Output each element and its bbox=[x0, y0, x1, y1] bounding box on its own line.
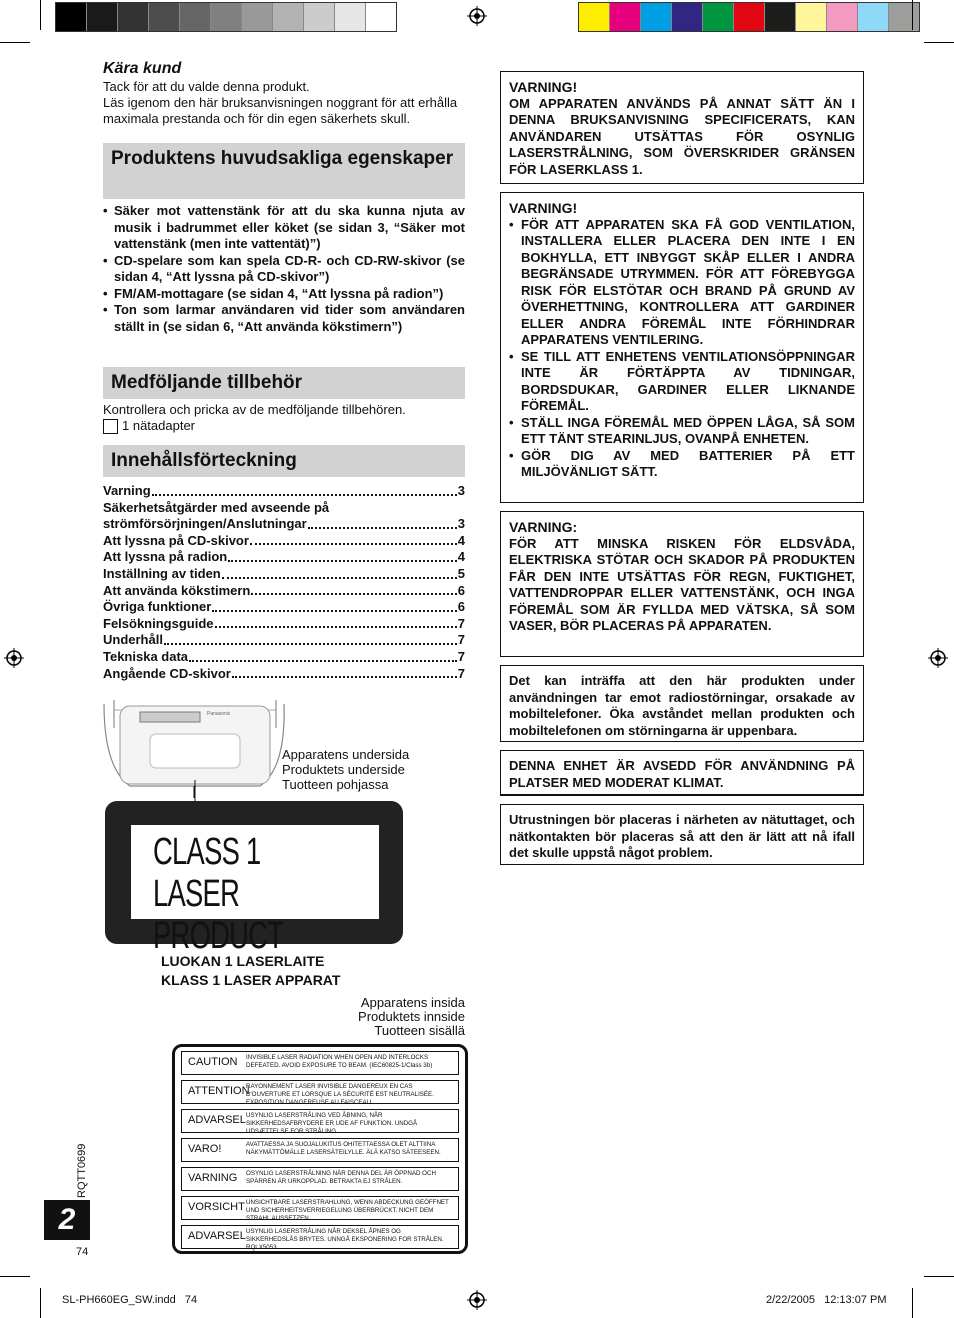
footer-file: SL-PH660EG_SW.indd 74 bbox=[62, 1294, 198, 1306]
greeting-title: Kära kund bbox=[103, 60, 182, 77]
color-swatch bbox=[579, 3, 610, 31]
toc-page: 5 bbox=[457, 565, 465, 581]
caution-text: UNSICHTBARE LASERSTRAHLUNG, WENN ABDECKUNG GEÖFFNET UND SICHERHEITSVERRIEGELUNG ÜBERBRÜCKT. NICHT DEM STRAHL AUSSETZEN. bbox=[246, 1199, 449, 1222]
list-item: • FÖR ATT APPARATEN SKA FÅ GOD VENTILATION, INSTALLERA ELLER PLACERA DEN INTE I EN BOKHYLLA, ETT INBYGGT SKÅP ELLER I ANDRA BEGRÄNSADE UTRYMMEN. FÖR ATT FÖREBYGGA RISK FÖR ELSTÖTAR OCH BRAND PÅ GRUND AV ÖVERHETTNING, KONTROLLERA ATT GARDINER ELLER ANDRA FÖREMÅL INTE FÖRHINDRAR APPARATENS VENTILERING. bbox=[509, 217, 855, 349]
gray-swatch bbox=[211, 3, 242, 31]
toc-page: 4 bbox=[457, 532, 465, 548]
footer-date: 2/22/2005 12:13:07 PM bbox=[766, 1294, 887, 1306]
section-header-accessories: Medföljande tillbehör bbox=[103, 367, 465, 399]
caution-label: VORSICHT bbox=[188, 1201, 245, 1213]
toc-leader bbox=[212, 610, 456, 612]
caution-label: ATTENTION bbox=[188, 1085, 250, 1097]
gray-swatch bbox=[149, 3, 180, 31]
caution-label: CAUTION bbox=[188, 1056, 238, 1068]
toc-leader bbox=[308, 527, 457, 529]
list-item: • Ton som larmar användaren vid tider som användaren ställt in (se sidan 6, “Att använda kökstimern”) bbox=[103, 302, 465, 335]
toc-row[interactable] bbox=[103, 599, 465, 616]
checkbox[interactable] bbox=[103, 419, 118, 434]
inside-label-line: Apparatens insida bbox=[360, 995, 465, 1010]
registration-mark-icon bbox=[467, 1290, 487, 1310]
toc-title: Varning bbox=[103, 483, 151, 498]
gray-swatch bbox=[335, 3, 366, 31]
caution-text: USYNLIG LASERSTRÅLING VED ÅBNING, NÅR SIKKERHEDSAFBRYDERE ER UDE AF FUNKTION. UNDGÅ UDSÆTTELSE FOR STRÅLING. bbox=[246, 1112, 418, 1135]
crop-mark bbox=[924, 1276, 954, 1277]
caution-label: VARNING bbox=[188, 1172, 238, 1184]
caution-label: VARO! bbox=[188, 1143, 222, 1155]
toc-row[interactable] bbox=[103, 632, 465, 649]
toc-row[interactable] bbox=[103, 533, 465, 550]
gray-swatch bbox=[118, 3, 149, 31]
list-item: • CD-spelare som kan spela CD-R- och CD-RW-skivor (se sidan 4, “Att lyssna på CD-skivor”) bbox=[103, 253, 465, 286]
underside-label-line: Produktets underside bbox=[282, 762, 405, 777]
process-color-bar bbox=[578, 2, 920, 32]
toc-row[interactable] bbox=[103, 500, 465, 517]
toc-leader bbox=[251, 593, 456, 595]
caution-label: ADVARSEL bbox=[188, 1230, 246, 1242]
toc-title: Underhåll bbox=[103, 632, 163, 648]
caution-row bbox=[181, 1080, 459, 1104]
caution-text: USYNLIG LASERSTRÅLING NÅR DEKSEL ÅPNES OG SIKKERHEDSLÅS BRYTES. UNNGÅ EKSPONERING FOR STRÅLEN. RQLX5053 bbox=[246, 1228, 444, 1251]
doc-code: RQTT0699 bbox=[76, 1143, 88, 1198]
caution-row bbox=[181, 1051, 459, 1075]
intro-line: Läs igenom den här bruksanvisningen noggrant för att erhålla maximala prestanda och för din egen säkerhets skull. bbox=[103, 95, 458, 126]
registration-mark-icon bbox=[4, 648, 24, 668]
leader-line bbox=[194, 780, 196, 802]
caution-row bbox=[181, 1109, 459, 1133]
toc-title: Säkerhetsåtgärder med avseende på bbox=[103, 499, 330, 515]
caution-text: INVISIBLE LASER RADIATION WHEN OPEN AND INTERLOCKS DEFEATED. AVOID EXPOSURE TO BEAM. (IEC60825-1/Class 3b) bbox=[246, 1054, 433, 1069]
page-number-badge bbox=[44, 1200, 90, 1240]
gray-swatch bbox=[366, 3, 396, 31]
underside-label-line: Apparatens undersida bbox=[282, 747, 410, 762]
toc-leader bbox=[250, 543, 457, 545]
note-box-radio bbox=[500, 665, 864, 742]
label-line: LASER PRODUCT bbox=[153, 873, 284, 957]
list-item: • STÄLL INGA FÖREMÅL MED ÖPPEN LÅGA, SÅ SOM ETT TÄNT STEARINLJUS, OVANPÅ ENHETEN. bbox=[509, 415, 855, 448]
warning-body: FÖR ATT MINSKA RISKEN FÖR ELDSVÅDA, ELEKTRISKA STÖTAR OCH SKADOR PÅ PRODUKTEN FÅR DEN INTE UTSÄTTAS FÖR REGN, FUKTIGHET, VATTENDROPPAR ELLER VATTENSTÄNK, OCH INGA FÖREMÅL SOM ÄR FYLLDA MED VÄTSKA, SÅ SOM VASER, BÖR PLACERAS PÅ APPARATEN. bbox=[509, 535, 855, 633]
toc-title: Att lyssna på radion bbox=[103, 549, 228, 565]
section-header-contents: Innehållsförteckning bbox=[103, 445, 465, 477]
toc-page: 6 bbox=[457, 599, 465, 615]
small-page-number: 74 bbox=[76, 1246, 89, 1258]
table-of-contents bbox=[103, 483, 465, 682]
caution-plate bbox=[172, 1044, 468, 1254]
caution-row bbox=[181, 1167, 459, 1191]
toc-title: Tekniska data bbox=[103, 648, 189, 664]
toc-leader bbox=[215, 626, 457, 628]
crop-mark bbox=[912, 1288, 913, 1318]
toc-leader bbox=[189, 660, 457, 662]
toc-row[interactable] bbox=[103, 666, 465, 683]
toc-row[interactable] bbox=[103, 516, 465, 533]
registration-mark-icon bbox=[467, 6, 487, 26]
toc-page: 7 bbox=[457, 665, 465, 681]
toc-title: Att lyssna på CD-skivor bbox=[103, 532, 249, 548]
underside-label-line: Tuotteen pohjassa bbox=[282, 777, 389, 792]
page-number: 2 bbox=[58, 1203, 76, 1236]
warning-title: VARNING! bbox=[509, 200, 578, 216]
note-box-climate bbox=[500, 750, 864, 796]
label-inner bbox=[131, 825, 379, 957]
warning-body: OM APPARATEN ANVÄNDS PÅ ANNAT SÄTT ÄN I DENNA BRUKSANVISNING SPECIFICERATS, KAN ANVÄNDAREN UTSÄTTAS FÖR OSYNLIG LASERSTRÅLNING, SOM ÖVERSKRIDER GRÄNSEN FÖR LASERKLASS 1. bbox=[509, 95, 855, 177]
toc-page: 7 bbox=[457, 632, 465, 648]
caution-text: RAYONNEMENT LASER INVISIBLE DANGEREUX EN CAS D'OUVERTURE ET LORSQUE LA SÉCURITÉ EST NEUTRALISÉE. EXPOSITION DANGEREUSE AU FAISCEAU. bbox=[246, 1083, 434, 1106]
features-list bbox=[103, 203, 465, 335]
caution-row bbox=[181, 1225, 459, 1249]
gray-swatch bbox=[87, 3, 118, 31]
crop-mark bbox=[40, 0, 41, 30]
intro-line: Tack för att du valde denna produkt. bbox=[103, 79, 310, 94]
toc-page: 4 bbox=[457, 549, 465, 565]
crop-mark bbox=[924, 42, 954, 43]
gray-swatch bbox=[304, 3, 335, 31]
toc-page: 7 bbox=[457, 615, 465, 631]
underside-label bbox=[282, 747, 409, 792]
toc-title: Att använda kökstimern bbox=[103, 582, 251, 598]
warning-list bbox=[509, 217, 855, 481]
toc-title: Angående CD-skivor bbox=[103, 665, 231, 681]
toc-leader bbox=[164, 643, 457, 645]
toc-title: Inställning av tiden bbox=[103, 565, 221, 581]
warning-title: VARNING: bbox=[509, 519, 578, 535]
crop-mark bbox=[40, 1288, 41, 1318]
toc-page: 7 bbox=[457, 648, 465, 664]
color-swatch bbox=[858, 3, 889, 31]
toc-title: strömförsörjningen/Anslutningar bbox=[103, 516, 307, 532]
warning-box-1 bbox=[500, 71, 864, 184]
inside-label bbox=[300, 996, 465, 1038]
section-header-features: Produktens huvudsakliga egenskaper bbox=[103, 143, 465, 199]
toc-page: 3 bbox=[457, 516, 465, 532]
toc-leader bbox=[152, 494, 457, 496]
accessories-intro: Kontrollera och pricka av de medföljande tillbehören. bbox=[103, 402, 406, 417]
list-item: • Säker mot vattenstänk för att du ska kunna njuta av musik i badrummet eller köket (se sidan 3, “Säker mot vattenstänk (men inte vattentät)”) bbox=[103, 203, 465, 253]
gray-swatch bbox=[273, 3, 304, 31]
toc-title: Felsökningsguide bbox=[103, 615, 214, 631]
warning-box-3 bbox=[500, 511, 864, 657]
caution-text: OSYNLIG LASERSTRÅLNING NÄR DENNA DEL ÄR ÖPPNAD OCH SPÄRREN ÄR URKOPPLAD. BETRAKTA EJ STRÅLEN. bbox=[246, 1170, 436, 1185]
toc-row[interactable] bbox=[103, 616, 465, 633]
caution-row bbox=[181, 1138, 459, 1162]
accessory-item bbox=[103, 418, 195, 434]
toc-row[interactable] bbox=[103, 649, 465, 666]
list-item: • GÖR DIG AV MED BATTERIER PÅ ETT MILJÖVÄNLIGT SÄTT. bbox=[509, 448, 855, 481]
color-swatch bbox=[765, 3, 796, 31]
color-swatch bbox=[827, 3, 858, 31]
toc-leader bbox=[222, 577, 457, 579]
gray-swatch bbox=[180, 3, 211, 31]
crop-mark bbox=[0, 42, 30, 43]
grayscale-color-bar bbox=[55, 2, 397, 32]
device-brand: Panasonic bbox=[207, 711, 231, 717]
color-swatch bbox=[734, 3, 765, 31]
color-swatch bbox=[641, 3, 672, 31]
toc-leader bbox=[228, 560, 457, 562]
toc-title: Övriga funktioner bbox=[103, 599, 212, 615]
color-swatch bbox=[703, 3, 734, 31]
warning-title: VARNING! bbox=[509, 79, 578, 95]
note-text: Utrustningen bör placeras i närheten av nätuttaget, och nätkontakten bör placeras så att den är lätt att nå ifall det skulle uppstå något problem. bbox=[509, 812, 855, 860]
laser-caption-line: LUOKAN 1 LASERLAITE bbox=[161, 953, 325, 969]
label-line: CLASS 1 bbox=[153, 831, 261, 873]
toc-row[interactable] bbox=[103, 566, 465, 583]
toc-page: 3 bbox=[457, 483, 465, 498]
class1-laser-label bbox=[105, 801, 403, 957]
accessory-label: 1 nätadapter bbox=[122, 418, 196, 433]
note-text: Det kan inträffa att den här produkten under användningen tar emot radiostörningar, orsakade av mobiltelefoner. Öka avståndet mellan produkten och mobiltelefonen om störningarna är uppenbara. bbox=[509, 673, 855, 738]
intro-text bbox=[103, 79, 467, 127]
color-swatch bbox=[796, 3, 827, 31]
crop-mark bbox=[0, 1276, 30, 1277]
inside-label-line: Produktets innside bbox=[358, 1009, 465, 1024]
laser-caption-line: KLASS 1 LASER APPARAT bbox=[161, 972, 341, 988]
crop-mark bbox=[912, 0, 913, 30]
toc-page: 6 bbox=[457, 582, 465, 598]
list-item: • SE TILL ATT ENHETENS VENTILATIONSÖPPNINGAR INTE ÄR FÖRTÄPPTA AV TIDNINGAR, BORDSDUKAR, GARDINER ELLER LIKNANDE FÖREMÅL. bbox=[509, 349, 855, 415]
note-text: DENNA ENHET ÄR AVSEDD FÖR ANVÄNDNING PÅ PLATSER MED MODERAT KLIMAT. bbox=[509, 758, 855, 790]
toc-row[interactable] bbox=[103, 583, 465, 600]
note-box-outlet bbox=[500, 804, 864, 865]
list-item: • FM/AM-mottagare (se sidan 4, “Att lyssna på radion”) bbox=[103, 286, 465, 303]
inside-label-line: Tuotteen sisällä bbox=[374, 1023, 465, 1038]
gray-swatch bbox=[56, 3, 87, 31]
caution-text: AVATTAESSA JA SUOJALUKITUS OHITETTAESSA OLET ALTTIINA NÄKYMÄTTÖMÄLLE LASERSÄTEILYLLE. ÄLÄ KATSO SÄTEESEEN. bbox=[246, 1141, 441, 1156]
toc-row[interactable] bbox=[103, 483, 465, 500]
color-swatch bbox=[672, 3, 703, 31]
warning-box-2 bbox=[500, 192, 864, 503]
caution-label: ADVARSEL bbox=[188, 1114, 246, 1126]
color-swatch bbox=[610, 3, 641, 31]
laser-caption bbox=[161, 952, 340, 990]
color-swatch bbox=[889, 3, 919, 31]
toc-row[interactable] bbox=[103, 549, 465, 566]
registration-mark-icon bbox=[928, 648, 948, 668]
toc-leader bbox=[232, 676, 457, 678]
gray-swatch bbox=[242, 3, 273, 31]
caution-row bbox=[181, 1196, 459, 1220]
label-text bbox=[153, 831, 316, 957]
